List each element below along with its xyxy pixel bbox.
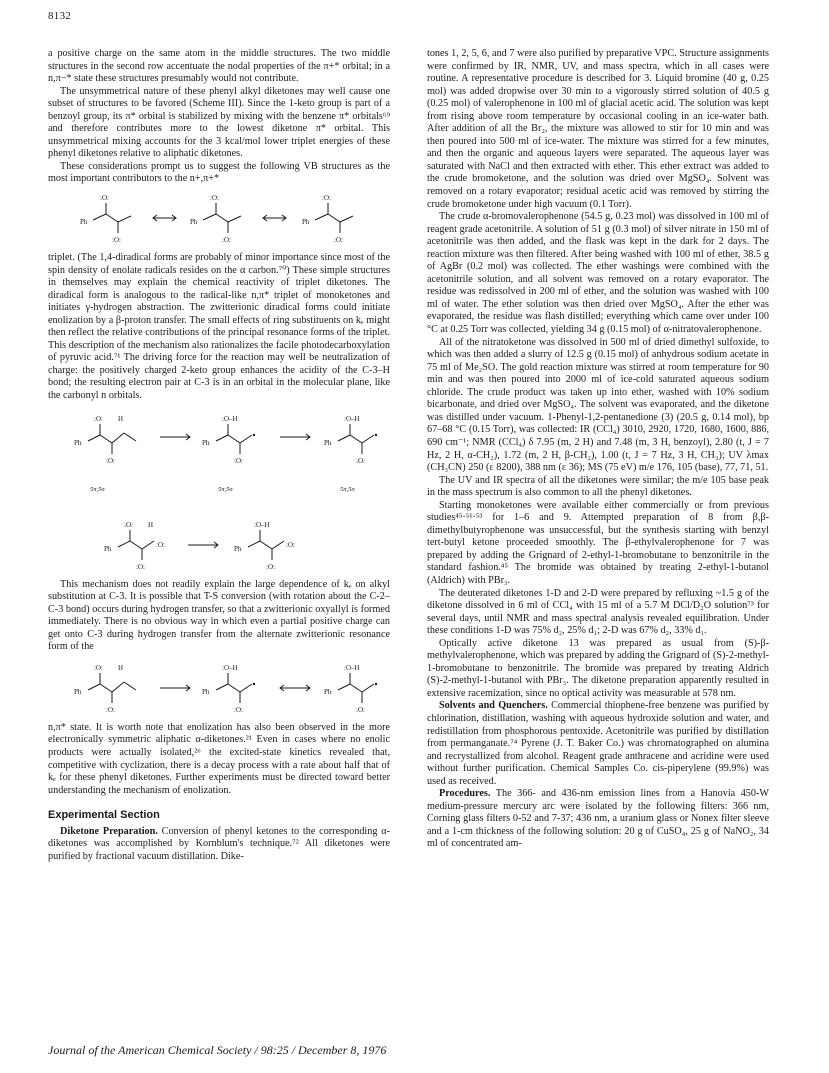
oxygen-label: :O: bbox=[222, 236, 231, 245]
right-paragraph-6: The deuterated diketones 1-D and 2-D were prepared by refluxing ~1.5 g of the diketone dissolved in 6 ml of CCl₄ with 15 ml of a 5.7 M DCl/D₂O solution⁷³ for several days, until NMR and mass spectral analysis revealed equilibration. Under these conditions 1-D was 75% d₂, 25% d₁; 2-D was 67% d₂, 33% d₁. bbox=[427, 587, 769, 637]
oxygen-label: :O: bbox=[234, 456, 243, 465]
oxygen-label: :O: bbox=[94, 663, 103, 672]
phenyl-label: Ph bbox=[202, 438, 210, 447]
oxygen-label: :O: bbox=[234, 705, 243, 714]
journal-footer: Journal of the American Chemical Society / 98:25 / December 8, 1976 bbox=[48, 1043, 387, 1057]
oxygen-label: :O: bbox=[334, 236, 343, 245]
left-column bbox=[48, 48, 390, 863]
vb-structures-svg bbox=[48, 190, 390, 246]
phenyl-label: Ph bbox=[202, 687, 210, 696]
page-number: 8132 bbox=[48, 10, 72, 22]
section-heading: Experimental Section bbox=[48, 809, 160, 822]
h-transfer-svg bbox=[48, 407, 390, 497]
oxygen-label: :O: bbox=[156, 540, 165, 549]
zwitterion-svg bbox=[48, 658, 390, 716]
phenyl-label: Ph bbox=[74, 438, 82, 447]
right-paragraph-7: Optically active diketone 13 was prepared as usual from (S)-β-methylvalerophenone, which was prepared by adding the Grignard of (S)-2-methyl-1-bromobutane to benzonitrile. The bromide was prepared by treating Aldrich (S)-2-methyl-1-butanol with PBr₃. The diketone preparation apparently resulted in extensive racemization, since no optical activity was measurable at 578 nm. bbox=[427, 637, 769, 699]
hydrogen-label: H bbox=[118, 414, 124, 423]
phenyl-label: Ph bbox=[324, 438, 332, 447]
right-column bbox=[427, 48, 769, 851]
hydrogen-label: H bbox=[148, 520, 154, 529]
left-paragraph-6: n,π* state. It is worth note that enolization has also been observed in the more electronically symmetric aliphatic α-diketones.²¹ Even in cases where no enolic products were actually isolated,²⁶ the excited-state kinetics revealed that, competitive with cyclization, there is a decay process with a rate about half that of kₑ for these phenyl diketones. Further experiments must be directed toward better understanding the mechanism of enolization. bbox=[48, 721, 390, 796]
state-label: 5π,5σ bbox=[90, 485, 105, 493]
oxygen-label: :O: bbox=[356, 705, 365, 714]
phenyl-label: Ph bbox=[74, 687, 82, 696]
oxyallyl-svg bbox=[48, 515, 390, 573]
hydroxyl-label: :O–H bbox=[222, 663, 238, 672]
oxygen-label: :O: bbox=[266, 562, 275, 571]
oxygen-label: :O: bbox=[322, 194, 331, 203]
phenyl-label: Ph bbox=[302, 218, 310, 227]
paragraph-body: Commercial thiophene-free benzene was purified by chlorination, distillation, washing with aqueous hydroxide solution and water, and redistillation from phosphorous pentoxide. Acetonitrile was purified by distillation from permanganate.⁷⁴ Pyrene (J. T. Baker Co.) was chromatographed on alumina and recrystallized from alcohol. Reagent grade anthracene and acridine were used without further purification. Chemical Samples Co. cis-piperylene (99.9%) was used as received. bbox=[427, 700, 769, 787]
left-paragraph-4: triplet. (The 1,4-diradical forms are probably of minor importance since most of the spin density of enolate radicals resides on the α carbon.⁷⁰) These simple structures in themselves may explain the chemical reactivity of triplet diketones. The diradical form is analogous to the radical-like n,π* triplet of monoketones and initiates γ-hydrogen abstraction. The zwitterionic diradical forms could initiate enolization by a β-proton transfer. The small effects of ring substituents on kₑ might then reflect the relative contributions of the principal resonance forms of the triplet. This description of the mechanism also rationalizes the facile photodecarboxylation of pyruvic acid.⁷¹ The driving force for the reaction may well be neutralization of charge: the positively charged 2-keto group enhances the acidity of the C-3–H bond; the resulting electron pair at C-3 is in an orbital in the molecular plane, like the carbonyl n orbitals. bbox=[48, 252, 390, 402]
phenyl-label: Ph bbox=[80, 218, 88, 227]
right-paragraph-3: All of the nitratoketone was dissolved in 500 ml of dried dimethyl sulfoxide, to which was then added a slurry of 12.5 g (0.15 mol) of anhydrous sodium acetate in 75 ml of Me₂SO. The gold reaction mixture was stirred at room temperature for 90 min and was then poured into 2000 ml of ice-cold saturated aqueous sodium chloride. The crude product was taken up into ether, washed with 10% sodium bicarbonate, and dried over MgSO₄. The solvent was evaporated, and the diketone was distilled under vacuum. 1-Phenyl-1,2-pentanedione (3) (20.5 g, 0.14 mol), bp 67–68 °C (0.15 Torr), was collected: IR (CCl₄) 3010, 2920, 1720, 1680, 1600, 886, 690 cm⁻¹; NMR (CCl₄) δ 7.95 (m, 2 H) and 7.48 (m, 3 H, benzoyl), 2.80 (t, J = 7 Hz, 2 H, α-CH₂), 1.72 (m, 2 H, β-CH₂), 1.00 (t, J = 7 Hz, 3 H, CH₃); UV λmax (CH₃CN) 250 (ε 8200), 388 nm (ε 36); MS (75 eV) m/e 176, 105 (base), 77, 71, 51. bbox=[427, 336, 769, 474]
phenyl-label: Ph bbox=[104, 544, 112, 553]
hydrogen-label: H bbox=[118, 663, 124, 672]
left-paragraph-3: These considerations prompt us to suggest the following VB structures as the most important contributors to the n+,π+* bbox=[48, 160, 390, 185]
run-in-heading: Solvents and Quenchers. bbox=[439, 700, 548, 712]
right-paragraph-4: The UV and IR spectra of all the diketones were similar; the m/e 105 base peak in the mass spectrum is also common to all the phenyl diketones. bbox=[427, 474, 769, 499]
state-label: 5π,5σ bbox=[340, 485, 355, 493]
oxygen-label: :O: bbox=[286, 540, 295, 549]
phenyl-label: Ph bbox=[324, 687, 332, 696]
vb-structures-figure bbox=[48, 190, 390, 246]
right-paragraph-9 bbox=[427, 788, 769, 851]
right-paragraph-1: tones 1, 2, 5, 6, and 7 were also purified by preparative VPC. Structure assignments were confirmed by IR, NMR, UV, and mass spectra, which in all cases were routine. A representative procedure is described for 3. Liquid bromine (40 g, 0.25 mol) was added dropwise over 30 min to a vigorously stirred solution of 40.5 g (0.25 mol) of valerophenone in 100 ml of glacial acetic acid. The solution was kept from rising above room temperature by occasional cooling in an ice-water bath. After addition of all the Br₂, the mixture was allowed to stir for 10 min and was then poured into 500 ml of ice-water. The mixture was stirred for a few minutes, and then the organic and aqueous layers were separated. The aqueous layer was saturated with NaCl and then extracted with ether. This ether extract was added to the crude bromoketone, and the solution was dried over MgSO₄. Solvent was removed on a rotary evaporator; residual acetic acid was removed by stirring the crude bromoketone under high vacuum (0.1 Torr). bbox=[427, 48, 769, 210]
run-in-heading: Procedures. bbox=[439, 788, 491, 800]
oxyallyl-figure bbox=[48, 515, 390, 573]
oxygen-label: :O: bbox=[210, 194, 219, 203]
left-paragraph-1: a positive charge on the same atom in the middle structures. The two middle structures in the second row accentuate the nodal properties of the π+* orbital; in a n,π−* state these structures presumably would not contribute. bbox=[48, 48, 390, 85]
phenyl-label: Ph bbox=[234, 544, 242, 553]
right-paragraph-8 bbox=[427, 700, 769, 788]
hydroxyl-label: :O–H bbox=[344, 663, 360, 672]
paragraph-body: Conversion of phenyl ketones to the corresponding α-diketones was accomplished by Kornblum's technique.⁷² All diketones were purified by fractional vacuum distillation. Dike- bbox=[48, 825, 390, 862]
zwitterion-figure bbox=[48, 658, 390, 716]
oxygen-label: :O: bbox=[100, 194, 109, 203]
oxygen-label: :O: bbox=[356, 456, 365, 465]
left-paragraph-5: This mechanism does not readily explain the large dependence of kₑ on alkyl substitution at C-3. It is possible that T-S conversion (with rotation about the C-2–C-3 bond) occurs during hydrogen transfer, so that a zwitterionic oxyallyl is formed immediately. There is no obvious way in which even a partial positive charge can get onto C-3 during hydrogen transfer from the alternate zwitterionic resonance form of the bbox=[48, 578, 390, 653]
left-paragraph-2: The unsymmetrical nature of these phenyl alkyl diketones may well cause one subset of structures to be favored (Scheme III). Since the 1-keto group is part of a benzoyl group, its π* orbital is stabilized by mixing with the benzene π* orbitals⁶⁹ and therefore contributes more to the lowest diketone π* orbital. This unsymmetrical mixing accounts for the 3 kcal/mol lower triplet energies of these phenyl diketones relative to aliphatic diketones. bbox=[48, 85, 390, 160]
hydroxyl-label: :O–H bbox=[344, 414, 360, 423]
oxygen-label: :O: bbox=[124, 520, 133, 529]
right-paragraph-2: The crude α-bromovalerophenone (54.5 g, 0.23 mol) was dissolved in 100 ml of reagent grade acetonitrile. A solution of 51 g (0.3 mol) of silver nitrate in 150 ml of acetonitrile was then added, and the flask was kept in the dark for 2 days. The reaction mixture was then filtered. After being washed with 100 ml of ether, 38.5 g of AgBr (0.2 mol) was collected. The ether washings were combined with the acetonitrile solution, and all solvent was removed on a rotary evaporator. The residue was redissolved in 200 ml of ether, and the solution was washed with 100 ml of water. The ether solution was then dried over MgSO₄. After the ether was evaporated, the residue was flash distilled; everything which came over under 100 °C at 0.25 Torr was collected, yielding 34 g (0.15 mol) of α-nitratovalerophenone. bbox=[427, 211, 769, 336]
hydroxyl-label: :O–H bbox=[222, 414, 238, 423]
phenyl-label: Ph bbox=[190, 218, 198, 227]
state-label: 5π,5σ bbox=[218, 485, 233, 493]
paragraph-body: The 366- and 436-nm emission lines from a Hanovia 450-W medium-pressure mercury arc were isolated by the following filters: 366 nm, Corning glass filters 0-52 and 7-37; 436 nm, a uranium glass or Nonex filter sleeve and a 1-cm thickness of the following solution: 20 g of CuSO₄, 25 g of NaNO₂, 34 ml of concentrated am- bbox=[427, 788, 769, 850]
h-transfer-figure bbox=[48, 407, 390, 497]
left-paragraph-7 bbox=[48, 826, 390, 864]
oxygen-label: :O: bbox=[106, 456, 115, 465]
oxygen-label: :O: bbox=[94, 414, 103, 423]
oxygen-label: :O: bbox=[136, 562, 145, 571]
oxygen-label: :O: bbox=[106, 705, 115, 714]
run-in-heading: Diketone Preparation. bbox=[60, 825, 158, 837]
oxygen-label: :O: bbox=[112, 236, 121, 245]
hydroxyl-label: :O–H bbox=[254, 520, 270, 529]
right-paragraph-5: Starting monoketones were available either commercially or from previous studies⁴⁵·⁵¹·⁵³ for 1–6 and 9. Attempted preparation of 8 from β,β-dimethylbutyrophenone was unsuccessful, but the synthesis starting with benzyl tert-butyl ketone proceeded smoothly. The β-ethylvalerophenone for 7 was prepared by adding the Grignard of 2-ethyl-1-bromobutane to benzonitrile in the standard fashion.⁴⁵ The bromide was obtained by treating 2-ethyl-1-butanol (Aldrich) with PBr₃. bbox=[427, 499, 769, 586]
